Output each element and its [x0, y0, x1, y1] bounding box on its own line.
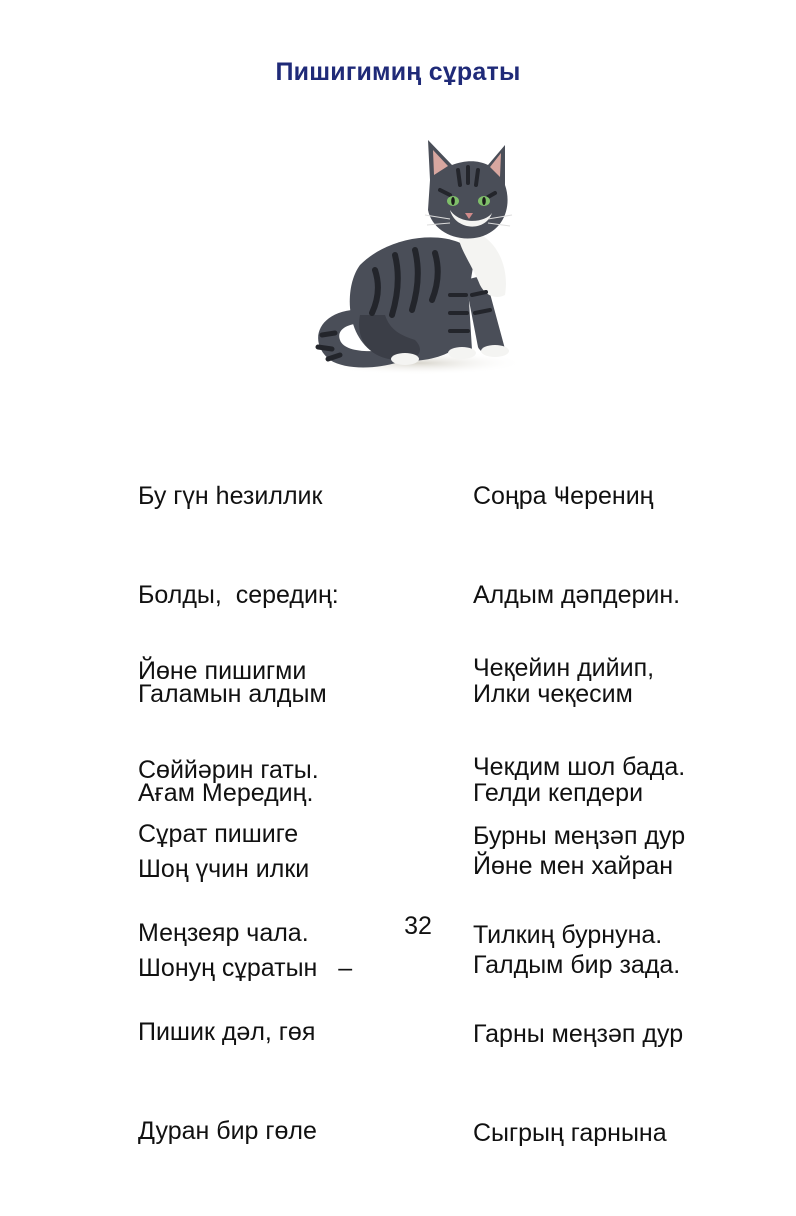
stanza [473, 754, 685, 1216]
poem-line: Меңзеяр чала. [138, 919, 309, 947]
poem-line: Илки чеқесим [473, 680, 633, 708]
poem-line: Бурны меңзәп дур [473, 822, 686, 850]
page-number: 32 [404, 912, 432, 940]
poem-line: Сыгрың гарнына [473, 1119, 667, 1147]
poem-line: Шоң үчин илки [138, 855, 310, 883]
stanza [138, 752, 317, 1214]
poem-line: Бу гүн һезиллик [138, 482, 323, 510]
poem-line: Тилкиң бурнуна. [473, 921, 663, 949]
poem-line: Пишик дәл, гөя [138, 1018, 316, 1046]
poem-line: Соңра Ҹерениң [473, 482, 654, 510]
poem-line: Шонуң сұратын – [138, 954, 353, 982]
poem-line: Галамын алдым [138, 680, 327, 708]
poem-line: Йөне пишигми [138, 657, 307, 685]
page-title: Пишигимиң сұраты [275, 58, 521, 86]
poem-line: Дуран бир гөле [138, 1117, 317, 1145]
poem-line: Чекдим шол бада. [473, 753, 686, 781]
poem-line: Гарны меңзәп дур [473, 1020, 684, 1048]
poem-line: Сөййәрин гаты. [138, 756, 319, 784]
poem-line: Алдым дәпдерин. [473, 581, 681, 609]
poem-line: Галдым бир зада. [473, 951, 681, 979]
poem-line: Болды, середиң: [138, 581, 339, 609]
poem-line: Ағам Мередиң. [138, 779, 314, 807]
poem-line: Йөне мен хайран [473, 852, 674, 880]
cat-illustration-icon [300, 135, 530, 380]
poem-line: Сұрат пишиге [138, 820, 299, 848]
poem-line: Гелди кепдери [473, 779, 644, 807]
poem-line: Чеқейин дийип, [473, 654, 655, 682]
